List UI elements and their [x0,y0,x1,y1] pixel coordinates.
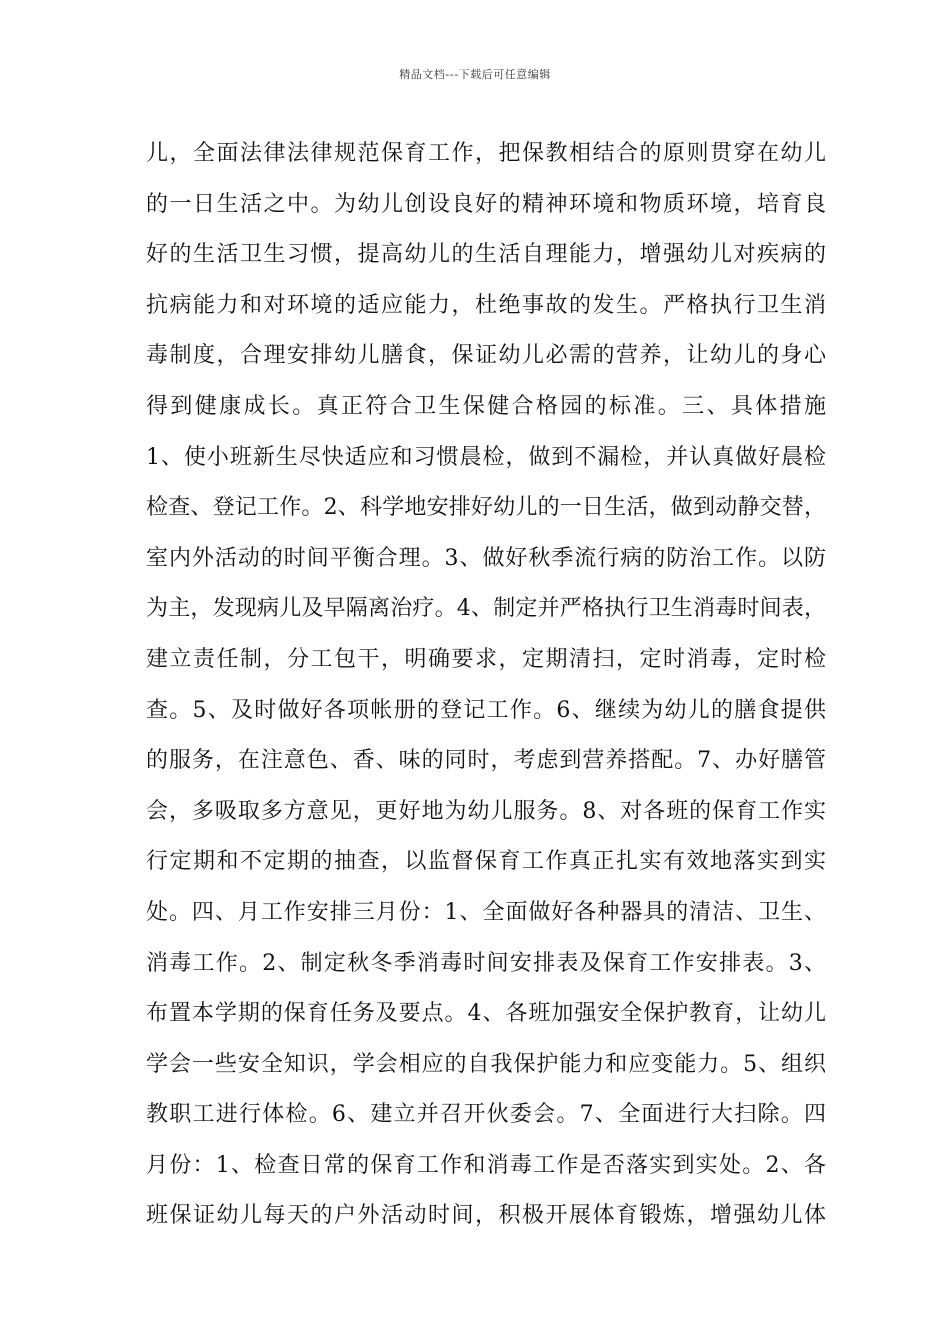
text-line: 为主，发现病儿及早隔离治疗。4、制定并严格执行卫生消毒时间表， [146,596,826,622]
text-line: 1、使小班新生尽快适应和习惯晨检，做到不漏检，并认真做好晨检 [146,444,826,470]
text-line: 儿，全面法律法律规范保育工作，把保教相结合的原则贯穿在幼儿 [146,141,826,166]
text-line: 好的生活卫生习惯，提高幼儿的生活自理能力，增强幼儿对疾病的 [146,242,826,268]
text-line: 毒制度，合理安排幼儿膳食，保证幼儿必需的营养，让幼儿的身心 [146,343,826,369]
text-line: 布置本学期的保育任务及要点。4、各班加强安全保护教育，让幼儿 [146,1001,826,1027]
text-line: 行定期和不定期的抽查，以监督保育工作真正扎实有效地落实到实 [146,849,826,875]
text-line: 教职工进行体检。6、建立并召开伙委会。7、全面进行大扫除。四 [146,1102,826,1128]
text-line: 检查、登记工作。2、科学地安排好幼儿的一日生活，做到动静交替， [146,495,826,521]
text-line: 的一日生活之中。为幼儿创设良好的精神环境和物质环境，培育良 [146,191,826,217]
text-line: 月份：1、检查日常的保育工作和消毒工作是否落实到实处。2、各 [146,1152,826,1178]
text-line: 建立责任制，分工包干，明确要求，定期清扫，定时消毒，定时检 [146,646,826,672]
text-line: 班保证幼儿每天的户外活动时间，积极开展体育锻炼，增强幼儿体 [146,1203,826,1229]
text-line: 学会一些安全知识，学会相应的自我保护能力和应变能力。5、组织 [146,1051,826,1077]
document-body [146,129,826,1242]
text-line: 查。5、及时做好各项帐册的登记工作。6、继续为幼儿的膳食提供 [146,697,826,723]
page-header: 精品文档---下载后可任意编辑 [399,68,551,81]
text-line: 抗病能力和对环境的适应能力，杜绝事故的发生。严格执行卫生消 [146,292,826,318]
text-line: 消毒工作。2、制定秋冬季消毒时间安排表及保育工作安排表。3、 [146,950,826,976]
text-line: 室内外活动的时间平衡合理。3、做好秋季流行病的防治工作。以防 [146,545,826,571]
text-line: 会，多吸取多方意见，更好地为幼儿服务。8、对各班的保育工作实 [146,798,826,824]
text-line: 得到健康成长。真正符合卫生保健合格园的标准。三、具体措施 [146,393,826,419]
text-line: 处。四、月工作安排三月份：1、全面做好各种器具的清洁、卫生、 [146,899,826,925]
text-line: 的服务，在注意色、香、味的同时，考虑到营养搭配。7、办好膳管 [146,748,826,774]
